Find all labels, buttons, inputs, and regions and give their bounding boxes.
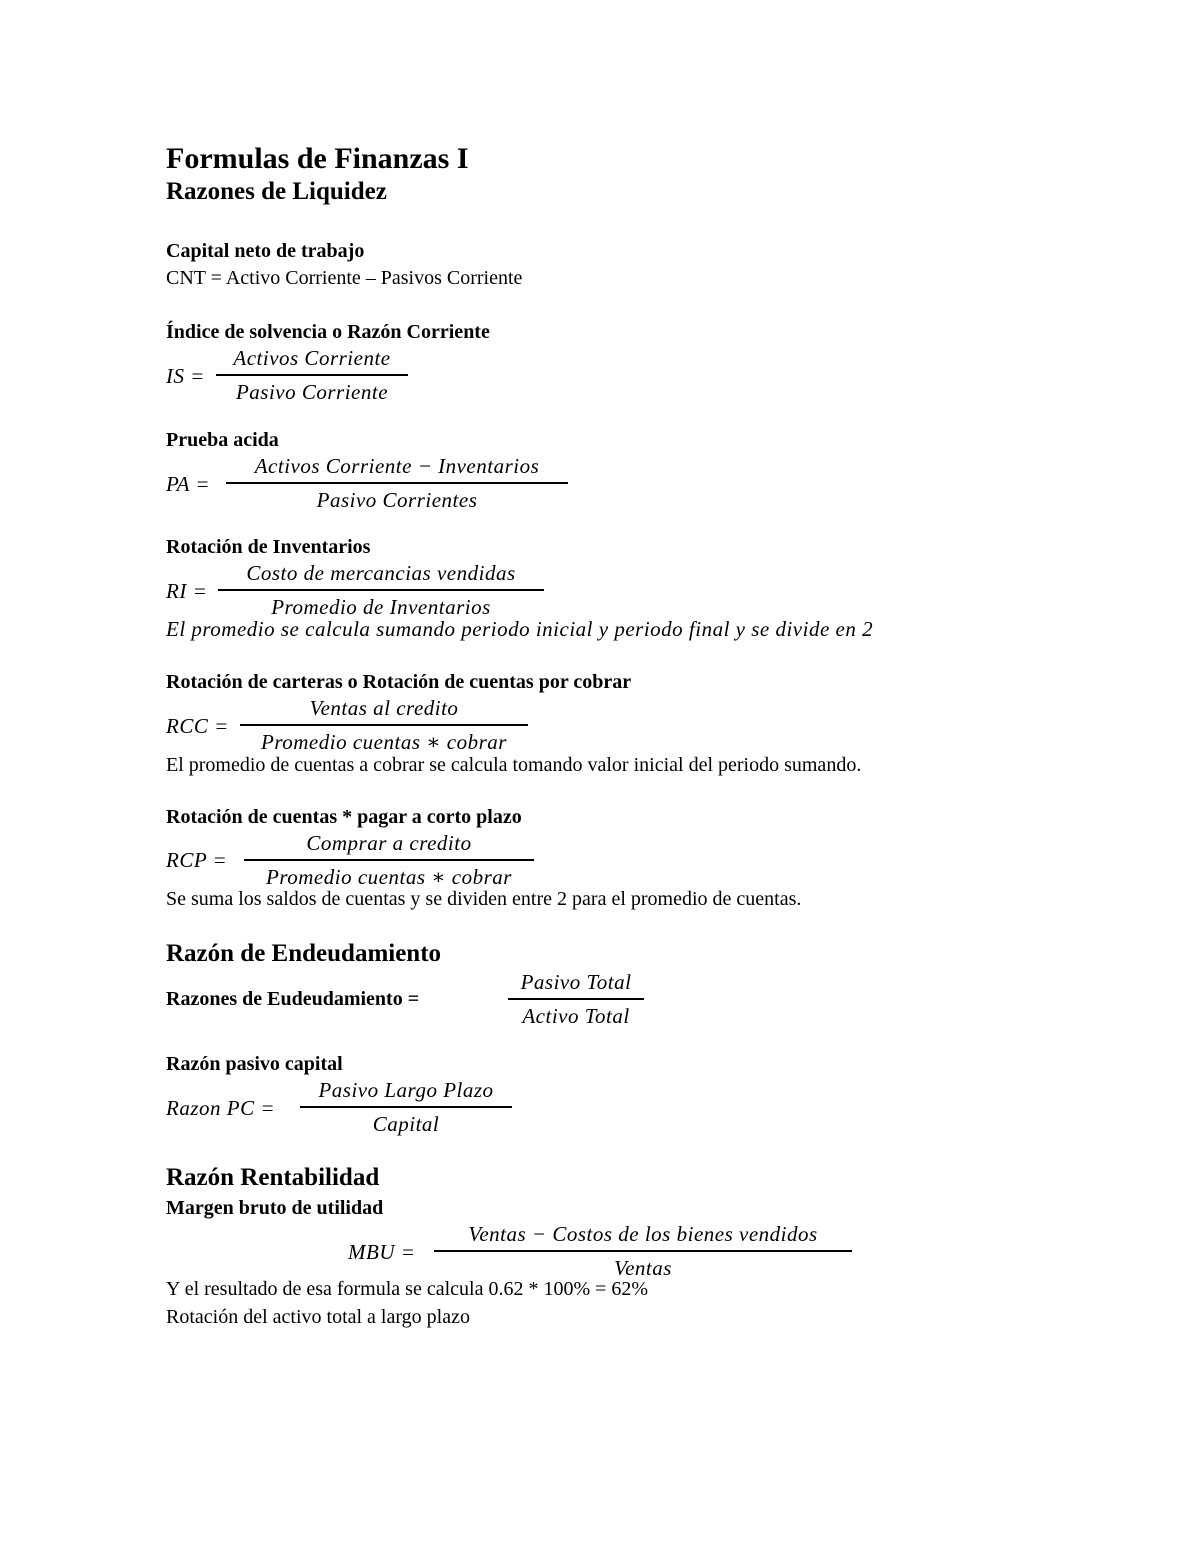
re-lhs: Razones de Eudeudamiento = xyxy=(166,988,420,1010)
pa-fraction xyxy=(226,453,568,513)
ri-label: Rotación de Inventarios xyxy=(166,536,371,558)
mbu-denominator: Ventas xyxy=(614,1256,672,1280)
rcp-lhs: RCP = xyxy=(166,848,228,872)
ri-note: El promedio se calcula sumando periodo inicial y periodo final y se divide en 2 xyxy=(166,617,874,641)
mbu-fraction-bar xyxy=(434,1250,852,1252)
section-heading-rentabilidad: Razón Rentabilidad xyxy=(166,1164,380,1191)
is-fraction xyxy=(216,345,408,405)
re-numerator: Pasivo Total xyxy=(520,970,632,994)
re-denominator: Activo Total xyxy=(522,1004,630,1028)
mbu-fraction xyxy=(434,1221,852,1281)
section-heading-endeudamiento: Razón de Endeudamiento xyxy=(166,940,442,967)
pa-numerator: Activos Corriente − Inventarios xyxy=(254,454,540,478)
rcc-lhs: RCC = xyxy=(166,714,229,738)
is-label: Índice de solvencia o Razón Corriente xyxy=(166,321,490,343)
pc-fraction-bar xyxy=(300,1106,512,1108)
mbu-lhs: MBU = xyxy=(348,1240,416,1264)
pc-fraction xyxy=(300,1077,512,1137)
rcc-fraction xyxy=(240,695,528,755)
ri-lhs: RI = xyxy=(166,579,208,603)
ri-fraction-bar xyxy=(218,589,544,591)
ri-fraction xyxy=(218,560,544,620)
is-numerator: Activos Corriente xyxy=(233,346,391,370)
ri-denominator: Promedio de Inventarios xyxy=(271,595,491,619)
rcc-note: El promedio de cuentas a cobrar se calcula tomando valor inicial del periodo sumando. xyxy=(166,754,862,776)
mbu-result: Y el resultado de esa formula se calcula 0.62 * 100% = 62% xyxy=(166,1278,649,1300)
cnt-formula: CNT = Activo Corriente – Pasivos Corriente xyxy=(166,267,523,289)
rcc-numerator: Ventas al credito xyxy=(309,696,459,720)
pc-lhs: Razon PC = xyxy=(166,1096,276,1120)
mbu-label: Margen bruto de utilidad xyxy=(166,1197,384,1219)
re-fraction-bar xyxy=(508,998,644,1000)
document-title: Formulas de Finanzas I xyxy=(166,142,469,175)
rcc-label: Rotación de carteras o Rotación de cuentas por cobrar xyxy=(166,671,632,693)
rotacion-activo-text: Rotación del activo total a largo plazo xyxy=(166,1306,470,1328)
pc-denominator: Capital xyxy=(372,1112,440,1136)
is-denominator: Pasivo Corriente xyxy=(235,380,389,404)
rcp-numerator: Comprar a credito xyxy=(306,831,472,855)
rcp-note: Se suma los saldos de cuentas y se dividen entre 2 para el promedio de cuentas. xyxy=(166,888,802,910)
rcp-label: Rotación de cuentas * pagar a corto plazo xyxy=(166,806,522,828)
pa-label: Prueba acida xyxy=(166,429,279,451)
rcp-fraction-bar xyxy=(244,859,534,861)
is-fraction-bar xyxy=(216,374,408,376)
section-heading-liquidez: Razones de Liquidez xyxy=(166,178,387,205)
pc-label: Razón pasivo capital xyxy=(166,1053,343,1075)
pc-numerator: Pasivo Largo Plazo xyxy=(318,1078,494,1102)
rcp-fraction xyxy=(244,830,534,890)
rcc-fraction-bar xyxy=(240,724,528,726)
cnt-label: Capital neto de trabajo xyxy=(166,240,365,262)
ri-numerator: Costo de mercancias vendidas xyxy=(246,561,516,585)
pa-denominator: Pasivo Corrientes xyxy=(316,488,478,512)
rcc-denominator: Promedio cuentas ∗ cobrar xyxy=(261,730,507,754)
mbu-numerator: Ventas − Costos de los bienes vendidos xyxy=(468,1222,818,1246)
pa-fraction-bar xyxy=(226,482,568,484)
rcp-denominator: Promedio cuentas ∗ cobrar xyxy=(266,865,512,889)
pa-lhs: PA = xyxy=(166,472,210,496)
is-lhs: IS = xyxy=(166,364,205,388)
re-fraction xyxy=(508,969,644,1029)
